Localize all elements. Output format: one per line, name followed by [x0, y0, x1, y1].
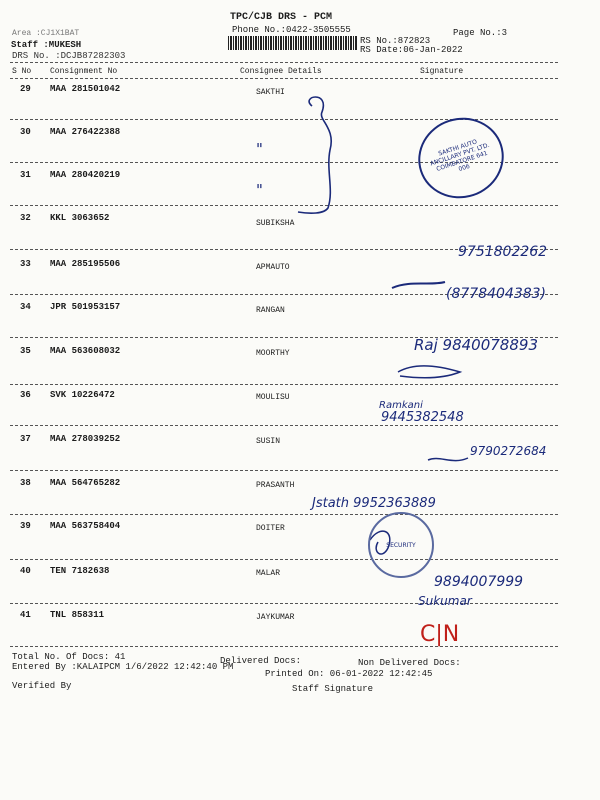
document-title: TPC/CJB DRS - PCM [230, 12, 333, 23]
row-consignee: SAKTHI [256, 88, 285, 97]
printed-on: Printed On: 06-01-2022 12:42:45 [265, 669, 433, 679]
ditto-mark: " [256, 181, 263, 199]
handwritten-phone: 9790272684 [470, 444, 547, 458]
row-consignee: DOITER [256, 524, 285, 533]
branch-code: Area :CJ1X1BAT [12, 29, 80, 38]
row-consignment-no: MAA 563758404 [50, 521, 121, 531]
drs-number: DRS No. :DCJB87282303 [12, 51, 126, 61]
row-consignee: MOULISU [256, 393, 290, 402]
col-signature-header: Signature [420, 67, 464, 76]
row-consignment-no: KKL 3063652 [50, 213, 110, 223]
rs-date: RS Date:06-Jan-2022 [360, 45, 463, 55]
non-delivered-docs: Non Delivered Docs: [358, 658, 461, 668]
handwritten-name: Ramkani [379, 400, 423, 411]
page-number: Page No.:3 [453, 28, 508, 38]
row-consignment-no: SVK 10226472 [50, 390, 115, 400]
security-stamp [368, 512, 434, 578]
row-consignment-no: MAA 280420219 [50, 170, 121, 180]
row-consignee: APMAUTO [256, 263, 290, 272]
ditto-mark: " [256, 140, 263, 158]
row-sno: 39 [20, 521, 31, 531]
row-sno: 32 [20, 213, 31, 223]
row-consignment-no: JPR 501953157 [50, 302, 121, 312]
rs-number: RS No.:872823 [360, 36, 431, 46]
row-sno: 34 [20, 302, 31, 312]
phone-number: Phone No.:0422-3505555 [232, 25, 351, 35]
col-sno-header: S No [12, 67, 32, 76]
row-sno: 36 [20, 390, 31, 400]
row-sno: 37 [20, 434, 31, 444]
row-sno: 29 [20, 84, 31, 94]
row-consignee: PRASANTH [256, 481, 295, 490]
delivered-docs: Delivered Docs: [220, 656, 302, 666]
handwritten-phone: 9751802262 [458, 244, 548, 260]
verified-by: Verified By [12, 681, 72, 691]
row-consignment-no: TEN 7182638 [50, 566, 110, 576]
entered-by: Entered By :KALAIPCM 1/6/2022 12:42:40 PM [12, 662, 234, 672]
row-sno: 35 [20, 346, 31, 356]
col-consignment-header: Consignment No [50, 67, 118, 76]
row-consignment-no: MAA 276422388 [50, 127, 121, 137]
row-consignee: SUBIKSHA [256, 219, 295, 228]
handwritten-name: Sukumar [418, 594, 472, 608]
handwritten-phone: Raj 9840078893 [414, 336, 538, 354]
handwritten-mark: C|N [420, 622, 460, 647]
row-sno: 41 [20, 610, 31, 620]
row-sno: 30 [20, 127, 31, 137]
staff-name: Staff :MUKESH [11, 40, 82, 50]
row-sno: 40 [20, 566, 31, 576]
row-sno: 38 [20, 478, 31, 488]
handwritten-phone: 9894007999 [434, 574, 524, 590]
col-consignee-header: Consignee Details [240, 67, 322, 76]
row-consignment-no: MAA 285195506 [50, 259, 121, 269]
row-consignment-no: MAA 563608032 [50, 346, 121, 356]
stamp-text: SAKTHI AUTO ANCILLARY PVT. LTD. COIMBATORE 641 006 [429, 138, 491, 174]
row-consignment-no: TNL 858311 [50, 610, 105, 620]
total-docs: Total No. Of Docs: 41 [12, 652, 126, 662]
row-consignment-no: MAA 278039252 [50, 434, 121, 444]
row-consignee: MOORTHY [256, 349, 290, 358]
handwritten-phone: (8778404383) [446, 286, 546, 302]
row-consignee: SUSIN [256, 437, 281, 446]
row-sno: 31 [20, 170, 31, 180]
row-consignment-no: MAA 281501042 [50, 84, 121, 94]
row-sno: 33 [20, 259, 31, 269]
staff-signature-label: Staff Signature [292, 684, 374, 694]
row-consignee: MALAR [256, 569, 281, 578]
stamp-text: SECURITY [386, 541, 416, 549]
row-consignee: JAYKUMAR [256, 613, 295, 622]
row-consignee: RANGAN [256, 306, 285, 315]
handwritten-phone: 9445382548 [381, 410, 464, 425]
handwritten-phone: Jstath 9952363889 [312, 496, 436, 511]
row-consignment-no: MAA 564765282 [50, 478, 121, 488]
